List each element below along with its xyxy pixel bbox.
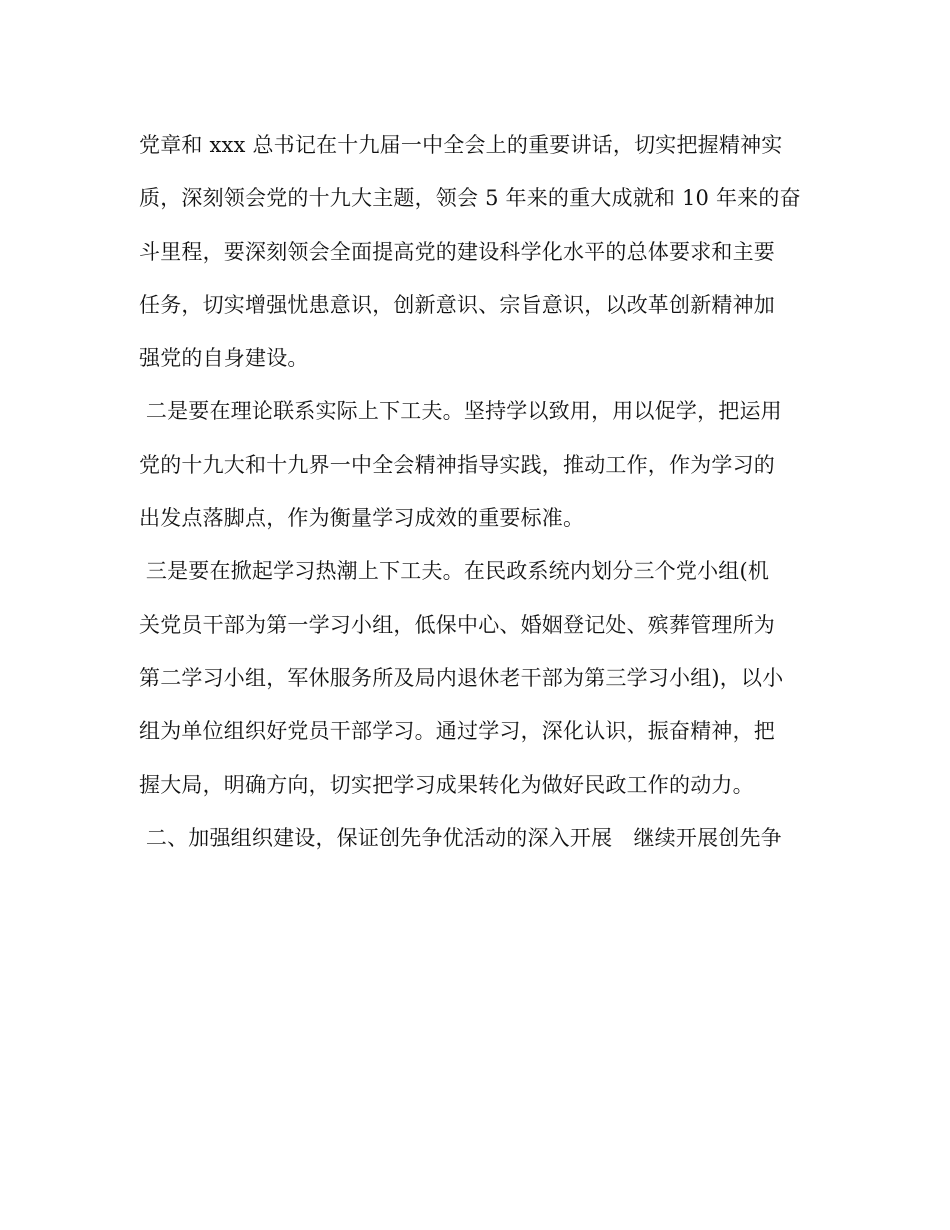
text-line: 握大局，明确方向，切实把学习成果转化为做好民政工作的动力。 — [139, 772, 754, 797]
text-line: 第二学习小组，军休服务所及局内退休老干部为第三学习小组)，以小 — [139, 665, 784, 690]
text-line: 关党员干部为第一学习小组，低保中心、婚姻登记处、殡葬管理所为 — [139, 612, 775, 637]
text-line: 二、加强组织建设，保证创先争优活动的深入开展 继续开展创先争 — [139, 825, 782, 850]
text-line: 党的十九大和十九界一中全会精神指导实践，推动工作，作为学习的 — [139, 452, 775, 477]
text-line: 斗里程，要深刻领会全面提高党的建设科学化水平的总体要求和主要 — [139, 239, 775, 264]
text-line: 组为单位组织好党员干部学习。通过学习，深化认识，振奋精神，把 — [139, 719, 775, 744]
text-line: 党章和 xxx 总书记在十九届一中全会上的重要讲话，切实把握精神实 — [139, 133, 783, 157]
text-line: 任务，切实增强忧患意识，创新意识、宗旨意识，以改革创新精神加 — [139, 292, 775, 317]
text-line: 出发点落脚点，作为衡量学习成效的重要标准。 — [139, 506, 585, 531]
text-line: 质，深刻领会党的十九大主题，领会 5 年来的重大成就和 10 年来的奋 — [139, 186, 801, 211]
text-line: 二是要在理论联系实际上下工夫。坚持学以致用，用以促学，把运用 — [139, 399, 782, 424]
body-text — [139, 125, 819, 871]
text-line: 三是要在掀起学习热潮上下工夫。在民政系统内划分三个党小组(机 — [139, 559, 770, 584]
text-line: 强党的自身建设。 — [139, 346, 309, 371]
